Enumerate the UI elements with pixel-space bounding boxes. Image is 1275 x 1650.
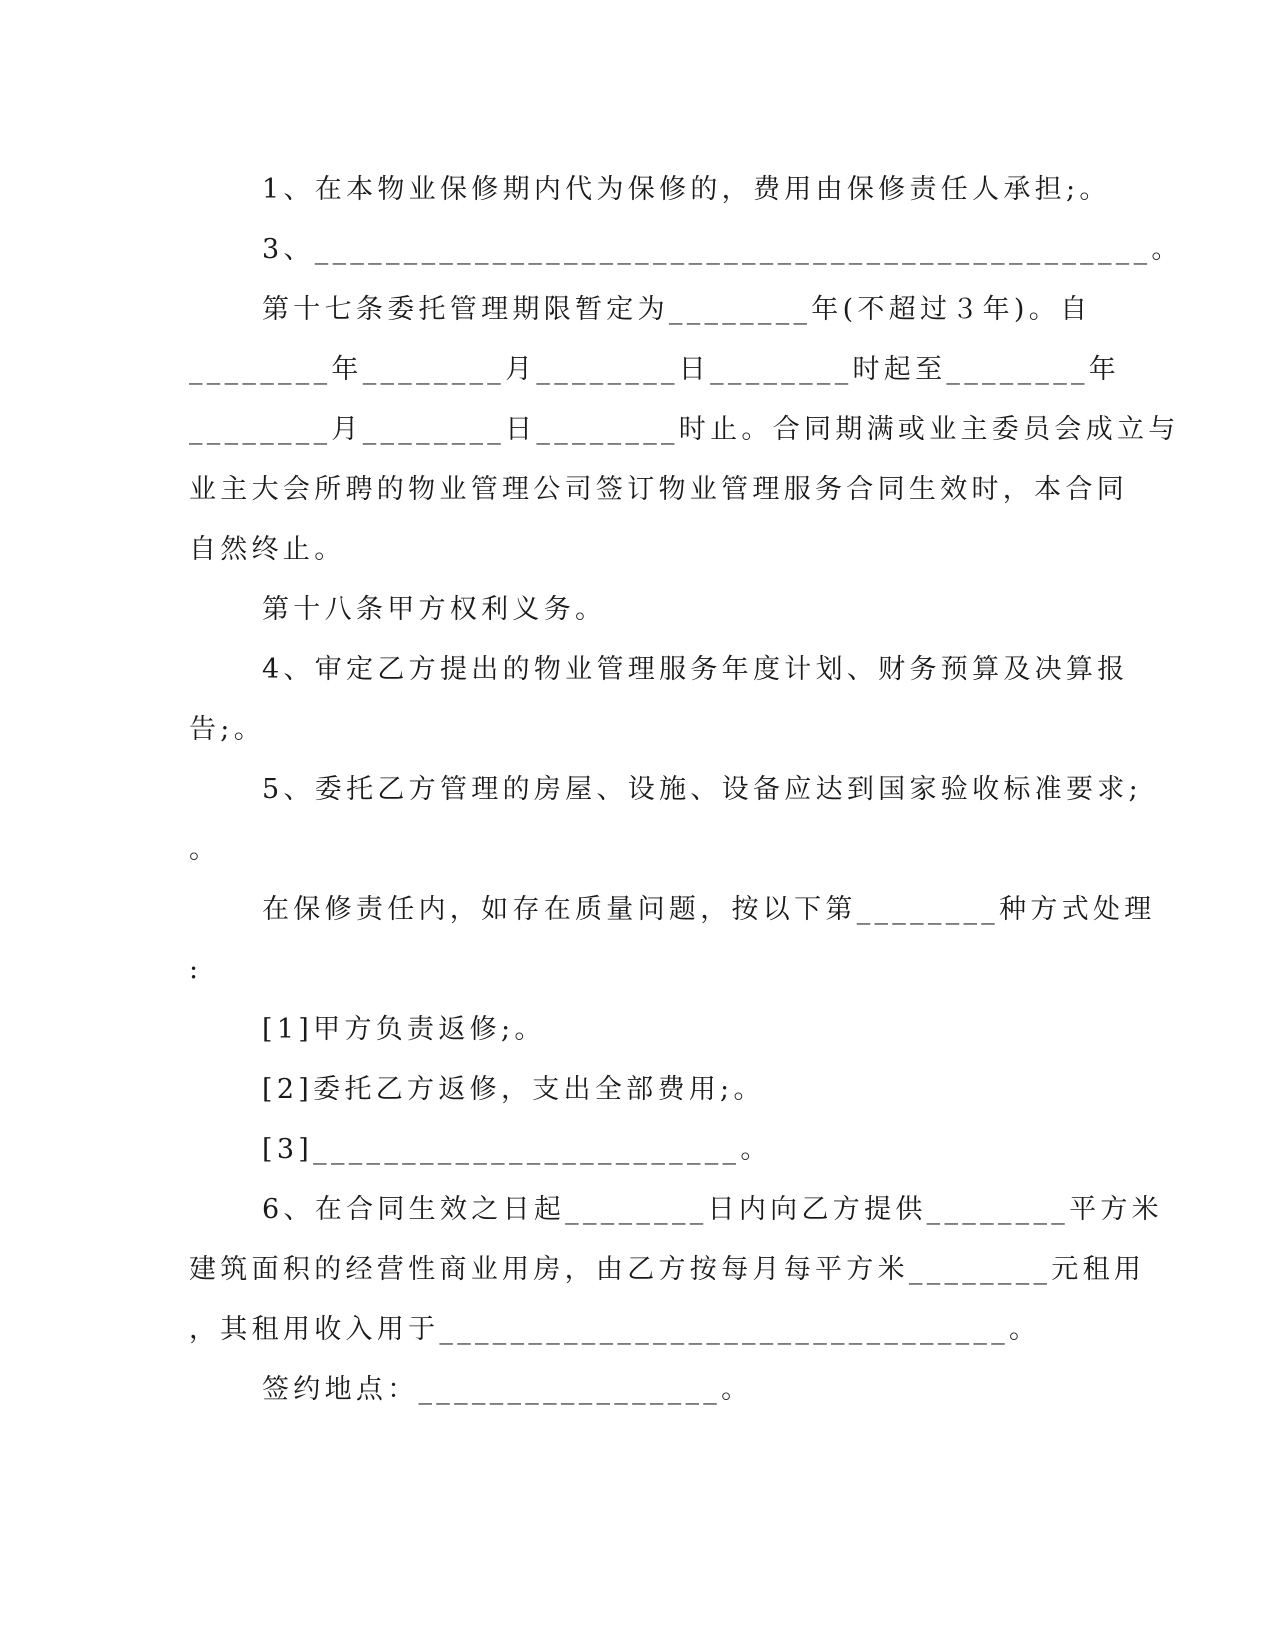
article-17-line-1: 第十七条委托管理期限暂定为________年(不超过３年)。自	[262, 294, 1092, 325]
article-17-line-3: ________月________日________时止。合同期满或业主委员会成立与	[189, 414, 1180, 445]
clause-6-line-1: 6、在合同生效之日起________日内向乙方提供________平方米	[262, 1194, 1163, 1225]
clause-line-1: 1、在本物业保修期内代为保修的，费用由保修责任人承担;。	[262, 174, 1111, 205]
clause-4-line-2: 告;。	[189, 714, 265, 745]
option-2: [2]委托乙方返修，支出全部费用;。	[262, 1074, 765, 1105]
option-3: [3]________________________。	[262, 1134, 772, 1165]
warranty-line-2: :	[189, 954, 203, 985]
article-17-line-2: ________年________月________日________时起至________年	[189, 354, 1121, 385]
article-18-heading: 第十八条甲方权利义务。	[262, 594, 607, 625]
article-17-line-4: 业主大会所聘的物业管理公司签订物业管理服务合同生效时，本合同	[189, 474, 1128, 505]
clause-6-line-2: 建筑面积的经营性商业用房，由乙方按每月每平方米________元租用	[189, 1254, 1146, 1285]
clause-5-line-1: 5、委托乙方管理的房屋、设施、设备应达到国家验收标准要求;	[262, 774, 1142, 805]
option-1: [1]甲方负责返修;。	[262, 1014, 546, 1045]
warranty-line-1: 在保修责任内，如存在质量问题，按以下第________种方式处理	[262, 894, 1156, 925]
clause-4-line-1: 4、审定乙方提出的物业管理服务年度计划、财务预算及决算报	[262, 654, 1129, 685]
article-17-line-5: 自然终止。	[189, 534, 346, 565]
clause-line-3-blank: 3、_______________________________________________。	[262, 234, 1183, 265]
clause-5-line-2: 。	[189, 834, 221, 865]
signing-place: 签约地点：_________________。	[262, 1374, 753, 1405]
clause-6-line-3: ，其租用收入用于________________________________。	[189, 1314, 1041, 1345]
